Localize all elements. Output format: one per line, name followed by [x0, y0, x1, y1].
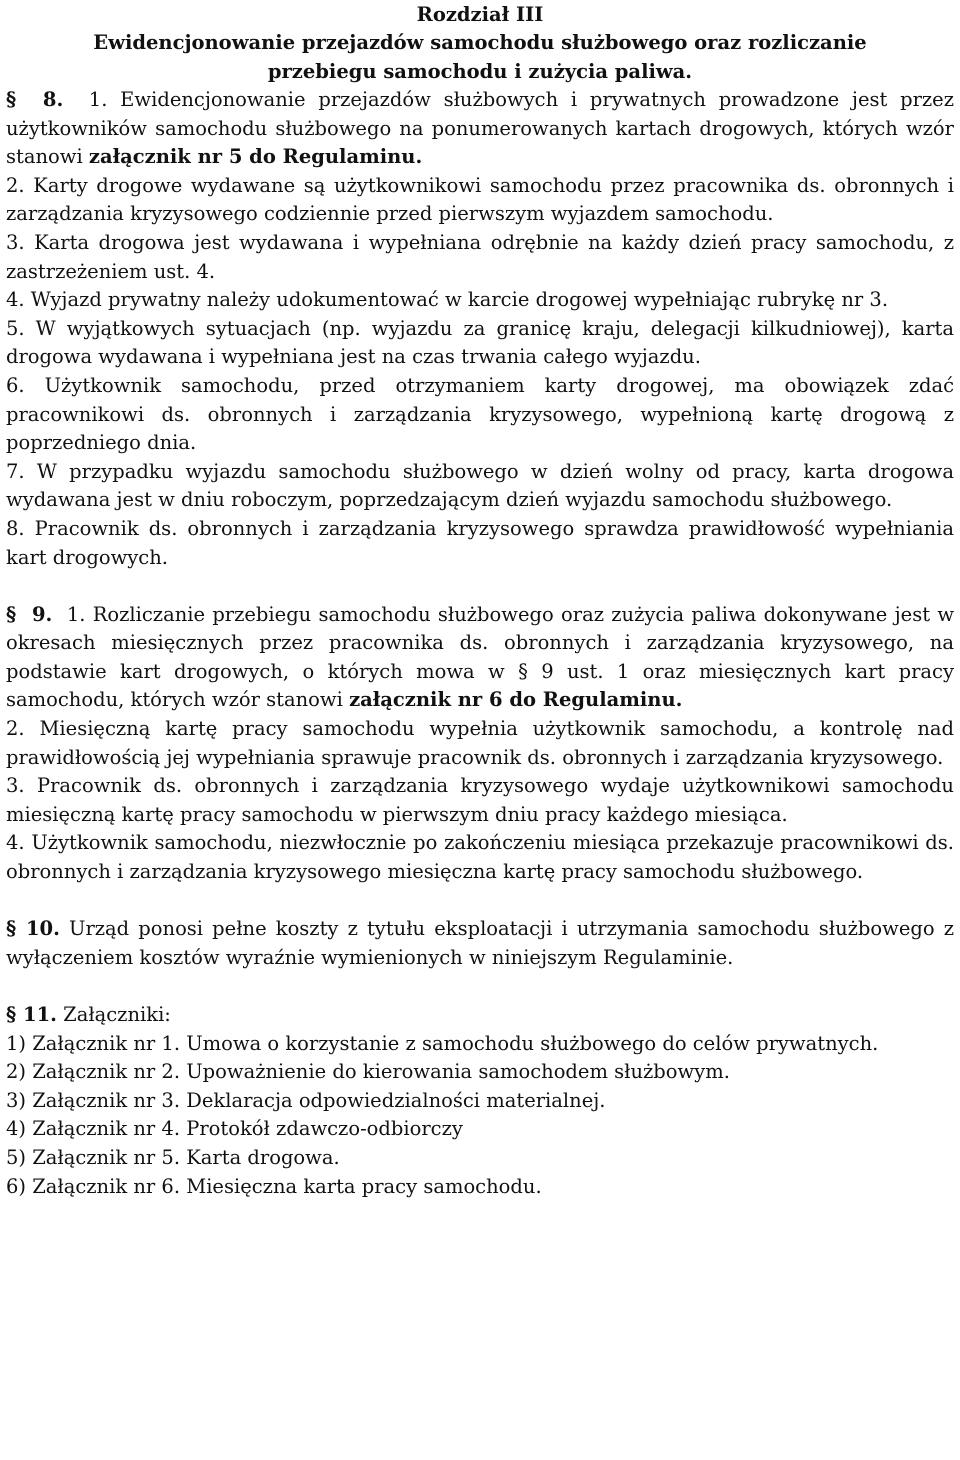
section-9-paragraph-4: 4. Użytkownik samochodu, niezwłocznie po zakończeniu miesiąca przekazuje pracownikowi ds. obronnych i zarządzania kryzysowego miesięczna kartę pracy samochodu służbowego. [6, 831, 954, 884]
section-11-heading [6, 1001, 954, 1030]
section-gap [6, 572, 954, 601]
chapter-title-line2: przebiegu samochodu i zużycia paliwa. [267, 60, 693, 83]
attachment-list-item: 5) Załącznik nr 5. Karta drogowa. [6, 1145, 340, 1169]
attachment-list-item: 6) Załącznik nr 6. Miesięczna karta pracy samochodu. [6, 1174, 542, 1198]
section-11 [6, 1001, 954, 1201]
section-9 [6, 601, 954, 887]
section-9-paragraph-3: 3. Pracownik ds. obronnych i zarządzania kryzysowego wydaje użytkownikowi samochodu miesięczną kartę pracy samochodu w pierwszym dniu pracy każdego miesiąca. [6, 774, 954, 826]
section-8-paragraph-2: 2. Karty drogowe wydawane są użytkownikowi samochodu przez pracownika ds. obronnych i zarządzania kryzysowego codziennie przed pierwszym wyjazdem samochodu. [6, 173, 954, 226]
section-8-marker: § 8. [6, 88, 64, 111]
section-9-p1-text: 1. Rozliczanie przebiegu samochodu służbowego oraz zużycia paliwa dokonywane jest w okresach miesięcznych przez pracownika ds. obronnych i zarządzania kryzysowego, na podstawie kart drogowych, o których mowa w § 9 ust. 1 oraz miesięcznych kart pracy samochodu, których wzór stanowi [6, 602, 955, 712]
attachment-list-item: 2) Załącznik nr 2. Upoważnienie do kierowania samochodem służbowym. [6, 1060, 730, 1084]
section-gap [6, 887, 954, 916]
section-11-marker: § 11. [6, 1003, 57, 1026]
section-8-paragraph-3: 3. Karta drogowa jest wydawana i wypełniana odrębnie na każdy dzień pracy samochodu, z zastrzeżeniem ust. 4. [6, 230, 954, 283]
attachment-list-item: 3) Załącznik nr 3. Deklaracja odpowiedzialności materialnej. [6, 1088, 606, 1112]
chapter-number: Rozdział III [416, 3, 544, 26]
section-10 [6, 915, 954, 972]
section-8-paragraph-6: 6. Użytkownik samochodu, przed otrzymaniem karty drogowej, ma obowiązek zdać pracownikowi ds. obronnych i zarządzania kryzysowego, wypełnioną kartę drogową z poprzedniego dnia. [6, 373, 954, 455]
section-8-p1-attachment-ref: załącznik nr 5 do Regulaminu. [88, 145, 423, 169]
section-8-paragraph-1 [6, 86, 954, 172]
chapter-title-line1: Ewidencjonowanie przejazdów samochodu służbowego oraz rozliczanie [93, 31, 867, 54]
section-9-paragraph-1 [6, 601, 954, 715]
section-10-paragraph [6, 915, 954, 972]
section-8-p1-number: 1. [88, 88, 108, 111]
section-10-text: Urząd ponosi pełne koszty z tytułu eksploatacji i utrzymania samochodu służbowego z wyłączeniem kosztów wyraźnie wymienionych w niniejszym Regulaminie. [6, 917, 955, 969]
section-9-p1-attachment-ref: załącznik nr 6 do Regulaminu. [349, 688, 683, 712]
section-9-marker: § 9. [6, 602, 53, 626]
section-9-paragraph-2: 2. Miesięczną kartę pracy samochodu wypełnia użytkownik samochodu, a kontrolę nad prawidłowością jej wypełniania sprawuje pracownik ds. obronnych i zarządzania kryzysowego. [6, 717, 954, 769]
section-8-paragraph-5: 5. W wyjątkowych sytuacjach (np. wyjazdu za granicę kraju, delegacji kilkudniowej), karta drogowa wydawana i wypełniana jest na czas trwania całego wyjazdu. [6, 316, 954, 369]
section-8-paragraph-8: 8. Pracownik ds. obronnych i zarządzania kryzysowego sprawdza prawidłowość wypełniania kart drogowych. [6, 516, 954, 569]
section-gap [6, 972, 954, 1001]
section-11-label: Załączniki: [63, 1003, 171, 1026]
attachment-list-item: 1) Załącznik nr 1. Umowa o korzystanie z samochodu służbowego do celów prywatnych. [6, 1031, 879, 1055]
section-8-p1-text: Ewidencjonowanie przejazdów służbowych i prywatnych prowadzone jest przez użytkowników samochodu służbowego na ponumerowanych kartach drogowych, których wzór stanowi [6, 88, 954, 169]
section-8 [6, 86, 954, 572]
section-8-paragraph-7: 7. W przypadku wyjazdu samochodu służbowego w dzień wolny od pracy, karta drogowa wydawana jest w dniu roboczym, poprzedzającym dzień wyjazdu samochodu służbowego. [6, 459, 954, 512]
section-10-marker: § 10. [6, 917, 60, 941]
attachment-list-item: 4) Załącznik nr 4. Protokół zdawczo-odbiorczy [6, 1117, 463, 1141]
section-8-paragraph-4: 4. Wyjazd prywatny należy udokumentować w karcie drogowej wypełniając rubrykę nr 3. [6, 288, 889, 312]
